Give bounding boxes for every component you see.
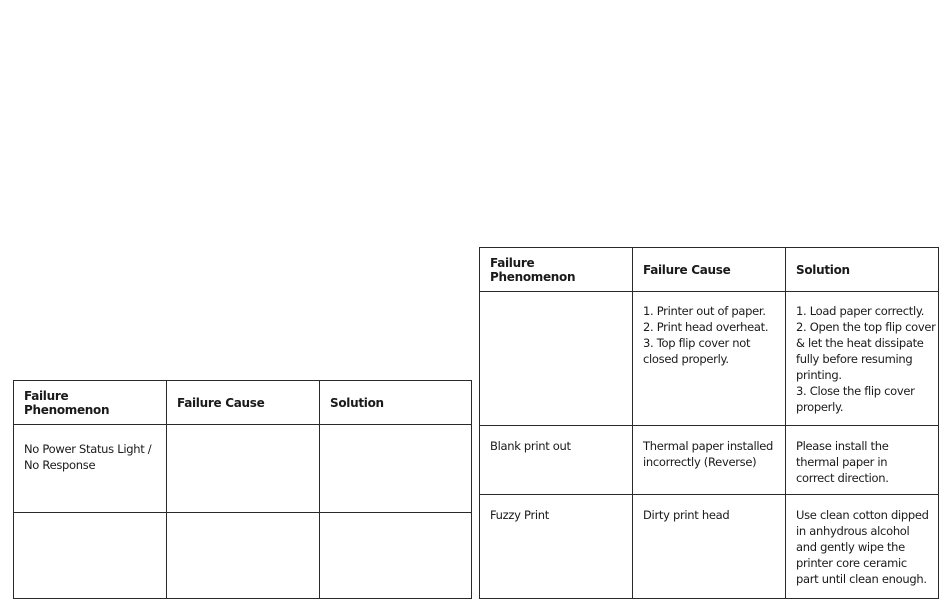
cell-text-line: Fuzzy Print: [490, 508, 549, 522]
table-header-row: [480, 248, 939, 292]
troubleshooting-table-left: [13, 380, 472, 599]
cell-text-line: closed properly.: [643, 352, 729, 366]
cell-text-line: 1. Load paper correctly.: [796, 304, 925, 318]
header-solution: Solution: [320, 381, 472, 425]
solution-cell: [786, 426, 939, 495]
cell-text-line: thermal paper in: [796, 455, 888, 469]
cell-text-line: Dirty print head: [643, 508, 730, 522]
solution-cell: [320, 513, 472, 599]
cell-text-line: 1. Printer out of paper.: [643, 304, 766, 318]
cell-text-line: Thermal paper installed: [643, 439, 774, 453]
cell-text-line: properly.: [796, 400, 844, 414]
phenomenon-cell: [14, 425, 167, 513]
solution-cell: [786, 495, 939, 599]
cell-text-line: correct direction.: [796, 471, 889, 485]
header-failure-cause: Failure Cause: [633, 248, 786, 292]
cell-text-line: Use clean cotton dipped: [796, 508, 929, 522]
cause-cell: [167, 513, 320, 599]
table-row: [480, 292, 939, 426]
table-row: [14, 425, 472, 513]
solution-cell: [786, 292, 939, 426]
cell-text-line: No Power Status Light /: [24, 442, 152, 456]
table-row: [14, 513, 472, 599]
header-solution: Solution: [786, 248, 939, 292]
cell-text-line: printing.: [796, 368, 842, 382]
troubleshooting-table-right: [479, 247, 939, 599]
phenomenon-cell: [480, 495, 633, 599]
cell-text-line: 3. Top flip cover not: [643, 336, 751, 350]
cell-text-line: Please install the: [796, 439, 889, 453]
cause-cell: [633, 292, 786, 426]
cell-text-line: 2. Print head overheat.: [643, 320, 769, 334]
cell-text-line: & let the heat dissipate: [796, 336, 924, 350]
cell-text-line: printer core ceramic: [796, 556, 907, 570]
header-failure-cause: Failure Cause: [167, 381, 320, 425]
table-row: [480, 495, 939, 599]
phenomenon-cell: [14, 513, 167, 599]
cell-text-line: and gently wipe the: [796, 540, 905, 554]
cell-text-line: fully before resuming: [796, 352, 913, 366]
cause-cell: [167, 425, 320, 513]
cause-cell: [633, 495, 786, 599]
cell-text-line: 2. Open the top flip cover: [796, 320, 936, 334]
table-header-row: [14, 381, 472, 425]
solution-cell: [320, 425, 472, 513]
cell-text-line: 3. Close the flip cover: [796, 384, 915, 398]
header-failure-phenomenon: Failure Phenomenon: [14, 381, 167, 425]
cell-text-line: in anhydrous alcohol: [796, 524, 910, 538]
cell-text-line: No Response: [24, 458, 96, 472]
phenomenon-cell: [480, 292, 633, 426]
table-row: [480, 426, 939, 495]
cell-text-line: part until clean enough.: [796, 572, 927, 586]
header-failure-phenomenon: Failure Phenomenon: [480, 248, 633, 292]
phenomenon-cell: [480, 426, 633, 495]
cause-cell: [633, 426, 786, 495]
cell-text-line: Blank print out: [490, 439, 571, 453]
cell-text-line: incorrectly (Reverse): [643, 455, 757, 469]
